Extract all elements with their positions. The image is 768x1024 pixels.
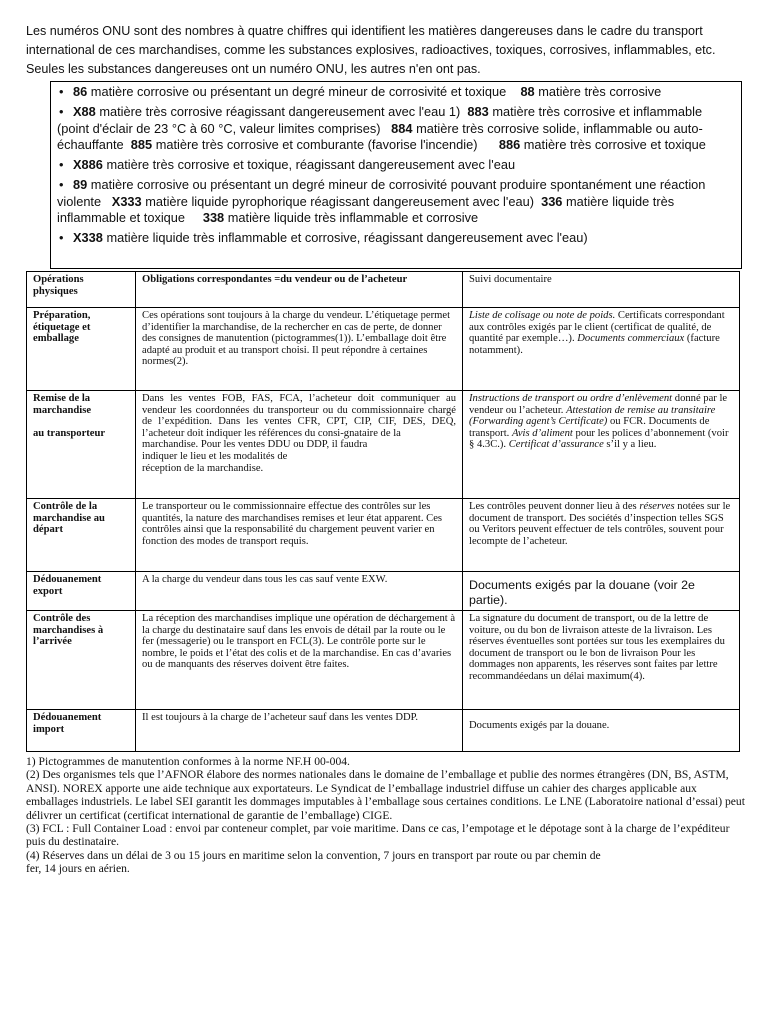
intro-line-3: Seules les substances dangereuses ont un numéro ONU, les autres n'en ont pas.	[26, 62, 481, 76]
code-x88-text: matière très corrosive réagissant dangereusement avec l'eau 1)	[99, 104, 461, 120]
row-label-controle-arrivee: Contrôle des marchandises à l’arrivée	[27, 611, 136, 710]
suivi-remise-italic-2: Attestation de remise au transitaire (Forwarding agent’s Certificate)	[469, 404, 716, 428]
row-label-dedouanement-export: Dédouanement export	[27, 572, 136, 611]
suivi-remise-text-4: s’il y a lieu.	[603, 439, 657, 451]
footnotes	[26, 755, 746, 876]
intro-paragraph	[26, 22, 752, 79]
code-x886: X886	[73, 157, 103, 173]
footnote-4a: (4) Réserves dans un délai de 3 ou 15 jours en maritime selon la convention, 7 jours en transport par route ou par chemin de	[26, 848, 601, 862]
obl-remise-line-3: réception de la marchandise.	[142, 462, 264, 474]
row-obligations-dedouanement-export: A la charge du vendeur dans tous les cas sauf vente EXW.	[136, 572, 463, 611]
suivi-remise-text-2: ou FCR. Documents de transport.	[469, 416, 710, 439]
row-suivi-preparation	[463, 308, 740, 391]
code-86-text: matière corrosive ou présentant un degré mineur de corrosivité et toxique	[90, 84, 507, 99]
header-suivi: Suivi documentaire	[463, 272, 740, 308]
obl-remise-line-2: indiquer le lieu et les modalités de	[142, 450, 288, 462]
operations-table	[26, 271, 740, 752]
code-item-x886	[57, 157, 737, 173]
code-88: 88	[520, 84, 535, 99]
code-item-89-338	[57, 177, 737, 226]
table-header-row	[27, 272, 740, 308]
suivi-depart-text-2: notées sur le document de transport. Des sociétés d’inspection telles SGS ou Veritors peuvent effectuer de tels contrôles, souvent pour lecompte de l’acheteur.	[469, 501, 731, 547]
code-884-text: matière très corrosive solide, inflammable ou auto-échauffante	[57, 120, 703, 152]
code-886-text: matière très corrosive et toxique	[523, 136, 706, 152]
row-obligations-controle-depart: Le transporteur ou le commissionnaire effectue des contrôles sur les quantités, la nature des marchandises remises et leur état apparent. Ces contrôles ainsi que la responsabilité du chargement peuvent varier en fonction des modes de transport requis.	[136, 499, 463, 572]
code-336: 336	[541, 193, 563, 209]
header-operations	[27, 272, 136, 308]
header-operations-line2: physiques	[33, 285, 78, 297]
un-codes-list	[57, 84, 737, 247]
row-label-remise-line1: Remise de la marchandise	[33, 393, 92, 416]
header-obligations: Obligations correspondantes =du vendeur ou de l’acheteur	[136, 272, 463, 308]
code-89-text: matière corrosive ou présentant un degré mineur de corrosivité pouvant produire spontanément une réaction violente	[57, 177, 706, 209]
row-suivi-controle-depart	[463, 499, 740, 572]
code-x338: X338	[73, 230, 103, 246]
suivi-depart-italic-1: réserves	[639, 501, 675, 512]
row-suivi-dedouanement-export: Documents exigés par la douane (voir 2e partie).	[463, 572, 740, 611]
footnote-2: (2) Des organismes tels que l’AFNOR élabore des normes nationales dans le domaine de l’emballage et publie des normes étrangères (DN, BS, ASTM, ANSI). NOREX apporte une aide technique aux exportateurs. Le Syndicat de l’emballage industriel diffuse un cahier des charges applicable aux emballages industriels. Le label SEI garantit les dommages imputables à l’emballage sous certaines conditions. Le LNE (Laboratoire national d’essai) peut délivrer un certificat (certificat international de garantie de l’emballage) CIGE.	[26, 768, 745, 822]
code-x338-text: matière liquide très inflammable et corrosive, réagissant dangereusement avec l'eau)	[106, 230, 588, 246]
row-suivi-controle-arrivee: La signature du document de transport, ou de la lettre de voiture, ou du bon de livraison atteste de la livraison. Les réserves éventuelles sont portées sur tous les exemplaires du document de transport ou le bon de livraison Pour les dommages non apparents, les réserves sont faites par lettre recommandéedans un délai maximum(4).	[463, 611, 740, 710]
table-row	[27, 499, 740, 572]
obl-remise-paragraph: Dans les ventes FOB, FAS, FCA, l’acheteur doit communiquer au vendeur les coordonnées du transporteur ou du commissionnaire chargé de l’expédition. Dans les ventes CFR, CPT, CIP, CIF, DES, DEQ, l’acheteur doit indiquer les références du consi-gnataire de la	[142, 393, 456, 439]
footnote-4b: fer, 14 jours en aérien.	[26, 862, 130, 876]
suivi-prep-text-2: (facture notamment).	[469, 333, 720, 356]
code-86: 86	[73, 84, 88, 99]
code-item-86-88	[57, 84, 737, 100]
table-row	[27, 308, 740, 391]
code-336-text: matière liquide très inflammable et toxique	[57, 193, 675, 226]
row-label-remise-line2: au transporteur	[33, 428, 106, 440]
code-338-text: matière liquide très inflammable et corrosive	[227, 210, 479, 226]
suivi-prep-text-1: Certificats correspondant aux contrôles exigés par le client (certificat de qualité, de quantité par exemple…).	[469, 310, 725, 345]
suivi-prep-italic-1: Liste de colisage ou note de poids.	[469, 310, 616, 321]
code-88-text: matière très corrosive	[538, 84, 662, 99]
row-obligations-dedouanement-import: Il est toujours à la charge de l’acheteur sauf dans les ventes DDP.	[136, 710, 463, 752]
footnote-1: 1) Pictogrammes de manutention conformes à la norme NF.H 00-004.	[26, 755, 350, 768]
code-338: 338	[202, 210, 225, 226]
suivi-remise-text-1: donné par le vendeur ou l’acheteur.	[469, 393, 728, 416]
code-x886-text: matière très corrosive et toxique, réagissant dangereusement avec l'eau	[106, 157, 516, 173]
code-885-text: matière très corrosive et comburante (favorise l'incendie)	[155, 136, 478, 152]
code-x88: X88	[73, 104, 96, 120]
row-label-controle-depart: Contrôle de la marchandise au départ	[27, 499, 136, 572]
un-codes-box	[50, 81, 742, 269]
code-883-text: matière très corrosive et inflammable (point d'éclair de 23 °C à 60 °C, valeur limites comprises)	[57, 104, 703, 136]
code-886: 886	[498, 136, 521, 152]
code-item-x338	[57, 230, 737, 246]
code-89: 89	[73, 177, 88, 193]
table-row	[27, 391, 740, 499]
suivi-remise-italic-1: Instructions de transport ou ordre d’enlèvement	[469, 393, 673, 404]
code-x333: X333	[111, 193, 142, 209]
row-obligations-controle-arrivee: La réception des marchandises implique une opération de déchargement à la charge du destinataire sauf dans les envois de détail par la route ou le fer (messagerie) ou le transport en FCL(3). Le contrôle porte sur le nombre, le poids et l’état des colis et de la marchandise. En cas d’avaries ou de manquants des réserves doivent être faites.	[136, 611, 463, 710]
footnote-3: (3) FCL : Full Container Load : envoi par conteneur complet, par voie maritime. Dans ce cas, l’empotage et le dépotage sont à la charge de l’expéditeur puis du destinataire.	[26, 822, 730, 849]
row-label-remise	[27, 391, 136, 499]
suivi-depart-text-1: Les contrôles peuvent donner lieu à des	[469, 501, 640, 512]
suivi-remise-italic-4: Certificat d’assurance	[508, 439, 604, 451]
code-x333-text: matière liquide pyrophorique réagissant dangereusement avec l'eau)	[145, 193, 534, 209]
suivi-remise-text-3: pour les polices d’abonnement (voir § 4.3C.).	[469, 427, 729, 451]
code-885: 885	[130, 136, 153, 152]
table-row	[27, 710, 740, 752]
suivi-prep-italic-2: Documents commerciaux	[577, 333, 685, 345]
row-suivi-dedouanement-import: Documents exigés par la douane.	[463, 710, 740, 752]
row-label-dedouanement-import: Dédouanement import	[27, 710, 136, 752]
intro-line-1: Les numéros ONU sont des nombres à quatre chiffres qui identifient les matières dangereuses dans le cadre du transport	[26, 24, 703, 38]
table-row	[27, 611, 740, 710]
code-item-x88-886	[57, 104, 737, 153]
table-row	[27, 572, 740, 611]
row-suivi-remise	[463, 391, 740, 499]
row-obligations-remise	[136, 391, 463, 499]
row-label-preparation: Préparation, étiquetage et emballage	[27, 308, 136, 391]
suivi-remise-italic-3: Avis d’aliment	[511, 427, 573, 439]
row-obligations-preparation: Ces opérations sont toujours à la charge du vendeur. L’étiquetage permet d’identifier la marchandise, de la rechercher en cas de perte, de donner des consignes de manutention (pictogrammes(1)). L’emballage doit être adapté au produit et au transport choisi. Il peut répondre à certaines normes(2).	[136, 308, 463, 391]
obl-remise-line-1: marchandise. Pour les ventes DDU ou DDP, il faudra	[142, 439, 368, 451]
code-884: 884	[391, 120, 413, 136]
intro-line-2: international de ces marchandises, comme les substances explosives, radioactives, toxiques, corrosives, inflammables, etc.	[26, 43, 716, 57]
header-operations-line1: Opérations	[33, 274, 84, 285]
code-883: 883	[467, 104, 489, 120]
